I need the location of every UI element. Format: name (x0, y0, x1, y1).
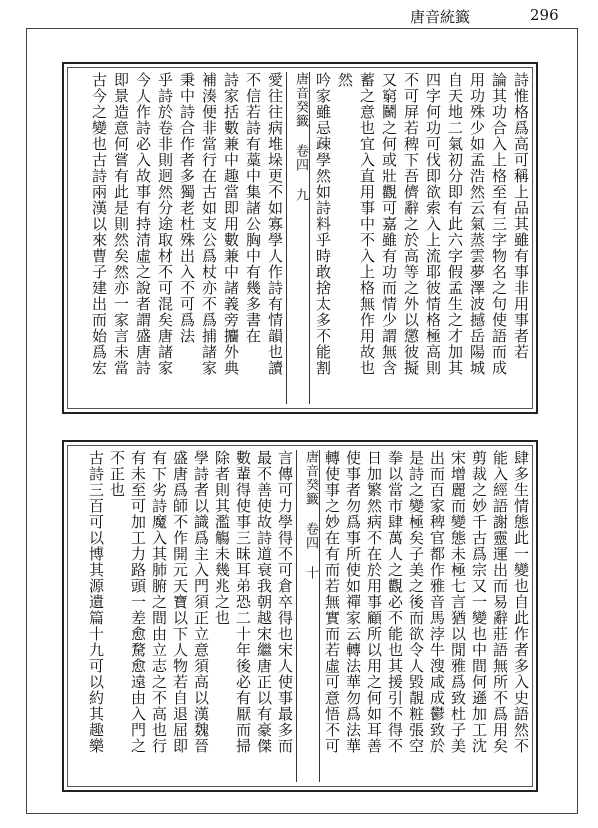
top-text-block (62, 62, 538, 414)
text-column: 日加繁然病不在於用事顧所以用之何如耳善 (365, 450, 383, 754)
text-column: 詩惟格爲高可稱上品其雖有事非用事者若 (512, 72, 530, 360)
text-column: 轉使事之妙在有而若無實而若虛可意悟不可 (323, 450, 341, 754)
center-banner (286, 72, 310, 404)
text-column: 出而百家稗官都作雅音馬浡牛溲咸成鬱致於 (428, 450, 446, 754)
text-column: 數輩得使事三昧耳弟恐二十年後必有厭而掃 (234, 450, 252, 754)
running-header-title: 唐音統籤 (410, 8, 471, 26)
center-banner (296, 450, 320, 782)
text-column: 乎詩於卷非則迥然分途取材不可混矣唐諸家 (156, 72, 174, 376)
text-column: 今人作詩必入故事有持清虛之說者謂盛唐詩 (134, 72, 152, 376)
text-column: 愛往往病堆垛更不如寡學人作詩有情韻也讀 (266, 72, 284, 376)
text-column: 是詩之變極矣子美之後而欲令人毀靚粧張空 (407, 450, 425, 754)
text-column: 然 (336, 72, 354, 88)
text-column: 即景造意何嘗有此是則然矣然亦一家言未當 (112, 72, 130, 376)
text-column: 能入經語謝靈運出而易辭莊語無所不爲用矣 (491, 450, 509, 754)
text-column: 盛唐爲師不作開元天寶以下人物若自退屈即 (171, 450, 189, 754)
text-column: 有未至可加工力路頭一差愈騖愈遠由入門之 (129, 450, 147, 754)
text-column: 肆多生情態此一變也自此作者多入史語然不 (512, 450, 530, 754)
banner-text: 唐音癸籤 卷四 九 (293, 72, 308, 202)
text-column: 最不善使故詩道衰我朝越宋繼唐正以有豪傑 (255, 450, 273, 754)
text-column: 吟家雖忌疎學然如詩料乎時敢捨太多不能割 (314, 72, 332, 376)
text-column: 除者則其濫觴未幾兆之也 (213, 450, 231, 626)
text-column: 有下劣詩魔入其肺腑之間由立志之不高也行 (150, 450, 168, 754)
banner-text: 唐音癸籤 卷四 十 (303, 450, 318, 580)
text-column: 補湊便非當行在古如支公爲杖亦不爲捕諸家 (200, 72, 218, 376)
bottom-text-block (62, 440, 538, 792)
text-column: 宋增麗而變態未極七言猶以閒雅爲致杜子美 (449, 450, 467, 754)
text-column: 秉中詩合作者多獨老杜殊出入不可爲法 (178, 72, 196, 344)
text-column: 四字何功可伐即欲索入上流耶彼情格極高則 (424, 72, 442, 376)
text-column: 學詩者以識爲主入門須正立意須高以漢魏晉 (192, 450, 210, 754)
text-column: 古詩三百可以博其源遺篇十九可以約其趣樂 (87, 450, 105, 754)
text-column: 剪裁之妙千古爲宗又一變也中間何遜加工沈 (470, 450, 488, 754)
text-column: 使事者勿爲事所使如禪家云轉法華勿爲法華 (344, 450, 362, 754)
text-column: 論其功合入上格至有三字物名之句使語而成 (490, 72, 508, 376)
running-header-page-number: 296 (530, 6, 559, 24)
text-column: 自天地二氣初分即有此六字假孟生之才加其 (446, 72, 464, 376)
text-column: 不正也 (108, 450, 126, 498)
text-column: 言傳可力學得不可倉卒得也宋人使事最多而 (276, 450, 294, 754)
text-column: 拳以當市肆萬人之觀必不能也其援引不得不 (386, 450, 404, 754)
text-column: 又窮鬭之何或壯觀可嘉雖有功而情少謂無含 (380, 72, 398, 376)
text-column: 用功殊少如孟浩然云氣蒸雲夢澤波撼岳陽城 (468, 72, 486, 376)
text-column: 不可屏若稗下吾儕辭之於高等之外以懲彼擬 (402, 72, 420, 376)
text-column: 不信若詩有藁中集諸公胸中有幾多書在 (244, 72, 262, 344)
text-column: 蓄之意也宜入直用事中不入上格無作用故也 (358, 72, 376, 376)
text-column: 古今之變也古詩兩漢以來曹子建出而始爲宏 (90, 72, 108, 376)
text-column: 詩家括數兼中趣當即用數兼中諸義旁攟外典 (222, 72, 240, 376)
